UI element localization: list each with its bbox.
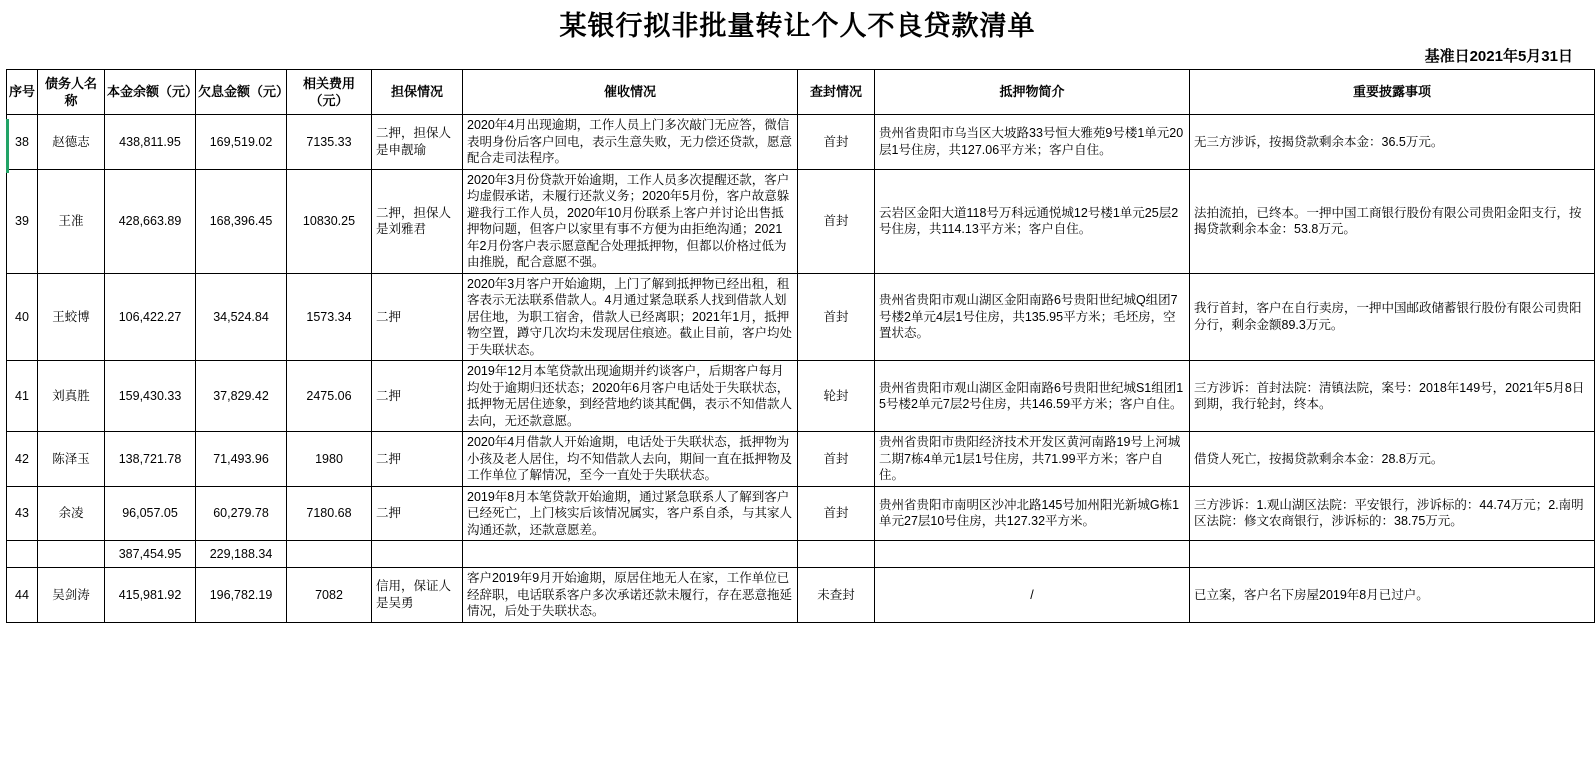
cell-fee: 7082 (287, 568, 372, 623)
header-mortgage: 抵押物简介 (875, 70, 1190, 115)
cell-interest: 196,782.19 (196, 568, 287, 623)
cell-mortgage: 贵州省贵阳市贵阳经济技术开发区黄河南路19号上河城二期7栋4单元1层1号住房，共71.99平方米；客户自住。 (875, 432, 1190, 487)
cell-index: 44 (7, 568, 38, 623)
header-debtor: 债务人名称 (38, 70, 105, 115)
cell-seal: 首封 (798, 486, 875, 541)
cell-debtor: 赵德志 (38, 115, 105, 170)
cell-principal: 138,721.78 (105, 432, 196, 487)
header-seal: 查封情况 (798, 70, 875, 115)
subtotal-disclosure (1190, 541, 1595, 568)
cell-fee: 10830.25 (287, 169, 372, 273)
table-row (7, 115, 1595, 170)
cell-principal: 159,430.33 (105, 361, 196, 432)
subtotal-fee (287, 541, 372, 568)
cell-collection: 客户2019年9月开始逾期，原居住地无人在家，工作单位已经辞职，电话联系客户多次承诺还款未履行，存在恶意拖延情况，后处于失联状态。 (463, 568, 798, 623)
cell-interest: 71,493.96 (196, 432, 287, 487)
subtotal-collection (463, 541, 798, 568)
cell-index: 39 (7, 169, 38, 273)
baseline-date: 基准日2021年5月31日 (1424, 48, 1573, 65)
cell-guarantee: 二押 (372, 273, 463, 361)
cell-guarantee: 二押，担保人是申靓瑜 (372, 115, 463, 170)
cell-guarantee: 二押 (372, 432, 463, 487)
cell-index: 41 (7, 361, 38, 432)
cell-debtor: 王蛟博 (38, 273, 105, 361)
cell-collection: 2020年4月出现逾期，工作人员上门多次敲门无应答，微信表明身份后客户回电，表示生意失败，无力偿还贷款，愿意配合走司法程序。 (463, 115, 798, 170)
table-row (7, 273, 1595, 361)
cell-seal: 首封 (798, 432, 875, 487)
table-row (7, 568, 1595, 623)
cell-disclosure: 已立案，客户名下房屋2019年8月已过户。 (1190, 568, 1595, 623)
cell-seal: 轮封 (798, 361, 875, 432)
cell-interest: 37,829.42 (196, 361, 287, 432)
table-row (7, 169, 1595, 273)
cell-collection: 2019年8月本笔贷款开始逾期，通过紧急联系人了解到客户已经死亡，上门核实后该情况属实，客户系自杀，与其家人沟通还款，还款意愿差。 (463, 486, 798, 541)
cell-guarantee: 二押 (372, 361, 463, 432)
subtotal-mortgage (875, 541, 1190, 568)
cell-guarantee: 二押，担保人是刘雅君 (372, 169, 463, 273)
cell-mortgage: 贵州省贵阳市南明区沙冲北路145号加州阳光新城G栋1单元27层10号住房，共127.32平方米。 (875, 486, 1190, 541)
cell-fee: 7180.68 (287, 486, 372, 541)
cell-debtor: 陈泽玉 (38, 432, 105, 487)
cell-debtor: 吴剑涛 (38, 568, 105, 623)
cell-fee: 7135.33 (287, 115, 372, 170)
cell-mortgage: / (875, 568, 1190, 623)
loan-listing-table (6, 69, 1595, 623)
header-principal: 本金余额（元） (105, 70, 196, 115)
cell-seal: 首封 (798, 273, 875, 361)
cell-debtor: 余凌 (38, 486, 105, 541)
table-row (7, 432, 1595, 487)
cell-disclosure: 借贷人死亡，按揭贷款剩余本金：28.8万元。 (1190, 432, 1595, 487)
cell-debtor: 刘真胜 (38, 361, 105, 432)
document-page (0, 4, 1595, 623)
header-index: 序号 (7, 70, 38, 115)
cell-mortgage: 贵州省贵阳市乌当区大坡路33号恒大雅苑9号楼1单元20层1号住房，共127.06平方米；客户自住。 (875, 115, 1190, 170)
cell-collection: 2020年4月借款人开始逾期，电话处于失联状态，抵押物为小孩及老人居住，均不知借款人去向，期间一直在抵押物及工作单位了解情况，至今一直处于失联状态。 (463, 432, 798, 487)
cell-interest: 34,524.84 (196, 273, 287, 361)
cell-index: 38 (7, 115, 38, 170)
cell-index: 40 (7, 273, 38, 361)
table-row (7, 486, 1595, 541)
row-selection-marker (6, 119, 9, 174)
cell-collection: 2020年3月份贷款开始逾期，工作人员多次提醒还款，客户均虚假承诺，未履行还款义务；2020年5月份，客户故意躲避我行工作人员，2020年10月份联系上客户并讨论出售抵押物问题，但客户以家里有事不方便为由拒绝沟通；2021年2月份客户表示愿意配合处理抵押物，但都以价格过低为由推脱，配合意愿不强。 (463, 169, 798, 273)
cell-disclosure: 我行首封，客户在自行卖房，一押中国邮政储蓄银行股份有限公司贵阳分行，剩余金额89.3万元。 (1190, 273, 1595, 361)
cell-collection: 2019年12月本笔贷款出现逾期并约谈客户，后期客户每月均处于逾期归还状态；2020年6月客户电话处于失联状态，抵押物无居住迹象，到经营地约谈其配偶，表示不知借款人去向，无还款意愿。 (463, 361, 798, 432)
cell-interest: 60,279.78 (196, 486, 287, 541)
cell-principal: 96,057.05 (105, 486, 196, 541)
subtotal-seal (798, 541, 875, 568)
header-fee: 相关费用（元） (287, 70, 372, 115)
cell-interest: 168,396.45 (196, 169, 287, 273)
subtotal-row (7, 541, 1595, 568)
cell-debtor: 王准 (38, 169, 105, 273)
cell-mortgage: 贵州省贵阳市观山湖区金阳南路6号贵阳世纪城Q组团7号楼2单元4层1号住房，共135.95平方米；毛坯房，空置状态。 (875, 273, 1190, 361)
cell-seal: 首封 (798, 169, 875, 273)
table-header-row (7, 70, 1595, 115)
cell-seal: 首封 (798, 115, 875, 170)
cell-interest: 169,519.02 (196, 115, 287, 170)
cell-fee: 2475.06 (287, 361, 372, 432)
header-interest: 欠息金额（元） (196, 70, 287, 115)
cell-principal: 415,981.92 (105, 568, 196, 623)
cell-collection: 2020年3月客户开始逾期，上门了解到抵押物已经出租，租客表示无法联系借款人。4月通过紧急联系人找到借款人划居住地，为职工宿舍，借款人已经离职；2021年1月，抵押物空置，蹲守几次均未发现居住痕迹。截止目前，客户均处于失联状态。 (463, 273, 798, 361)
cell-fee: 1573.34 (287, 273, 372, 361)
cell-disclosure: 三方涉诉：1.观山湖区法院：平安银行，涉诉标的：44.74万元；2.南明区法院：修文农商银行，涉诉标的：38.75万元。 (1190, 486, 1595, 541)
cell-mortgage: 贵州省贵阳市观山湖区金阳南路6号贵阳世纪城S1组团15号楼2单元7层2号住房，共146.59平方米；客户自住。 (875, 361, 1190, 432)
cell-principal: 428,663.89 (105, 169, 196, 273)
cell-index: 42 (7, 432, 38, 487)
cell-disclosure: 三方涉诉：首封法院：清镇法院，案号：2018年149号，2021年5月8日到期，我行轮封，终本。 (1190, 361, 1595, 432)
page-title: 某银行拟非批量转让个人不良贷款清单 (559, 11, 1036, 41)
cell-index: 43 (7, 486, 38, 541)
header-collection: 催收情况 (463, 70, 798, 115)
subtotal-guarantee (372, 541, 463, 568)
cell-disclosure: 法拍流拍，已终本。一押中国工商银行股份有限公司贵阳金阳支行，按揭贷款剩余本金：53.8万元。 (1190, 169, 1595, 273)
cell-guarantee: 信用，保证人是吴勇 (372, 568, 463, 623)
cell-mortgage: 云岩区金阳大道118号万科远通悦城12号楼1单元25层2号住房，共114.13平方米；客户自住。 (875, 169, 1190, 273)
cell-principal: 106,422.27 (105, 273, 196, 361)
cell-seal: 未查封 (798, 568, 875, 623)
table-row (7, 361, 1595, 432)
subtotal-index (7, 541, 38, 568)
header-disclosure: 重要披露事项 (1190, 70, 1595, 115)
cell-disclosure: 无三方涉诉，按揭贷款剩余本金：36.5万元。 (1190, 115, 1595, 170)
subtotal-principal: 387,454.95 (105, 541, 196, 568)
cell-fee: 1980 (287, 432, 372, 487)
header-guarantee: 担保情况 (372, 70, 463, 115)
cell-guarantee: 二押 (372, 486, 463, 541)
cell-principal: 438,811.95 (105, 115, 196, 170)
subtotal-interest: 229,188.34 (196, 541, 287, 568)
subtotal-debtor (38, 541, 105, 568)
